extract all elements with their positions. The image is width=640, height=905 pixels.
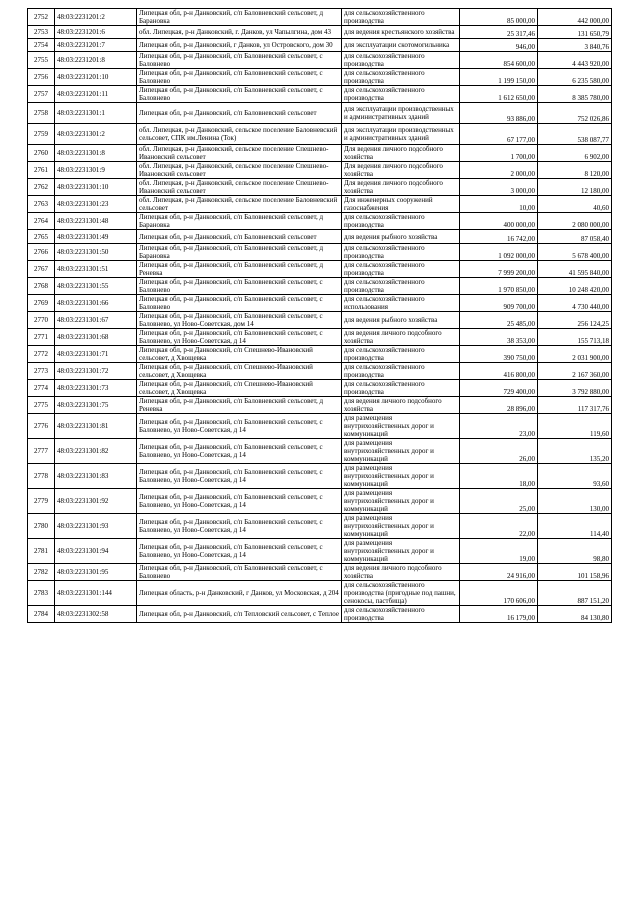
- address-cell: Липецкая область, р-н Данковский, г Данков, ул Московская, д 204: [137, 581, 342, 606]
- permitted-use-cell: для сельскохозяйственного производства: [342, 213, 460, 230]
- row-number-cell: 2781: [28, 539, 55, 564]
- row-number-cell: 2771: [28, 329, 55, 346]
- row-number-cell: 2779: [28, 489, 55, 514]
- row-number-cell: 2760: [28, 145, 55, 162]
- land-parcel-table: [27, 8, 612, 623]
- area-cell: 7 999 200,00: [460, 261, 538, 278]
- table-row: [28, 380, 612, 397]
- cadastral-value-cell: 3 792 880,00: [538, 380, 612, 397]
- cadastral-value-cell: 2 031 900,00: [538, 346, 612, 363]
- row-number-cell: 2752: [28, 9, 55, 26]
- permitted-use-cell: для размещения внутрихозяйственных дорог и коммуникаций: [342, 439, 460, 464]
- area-cell: 25,00: [460, 489, 538, 514]
- cadastral-value-cell: 3 840,76: [538, 39, 612, 52]
- table-row: [28, 539, 612, 564]
- row-number-cell: 2769: [28, 295, 55, 312]
- cadastral-number-cell: 48:03:2231301:55: [55, 278, 137, 295]
- cadastral-number-cell: 48:03:2231301:95: [55, 564, 137, 581]
- row-number-cell: 2766: [28, 244, 55, 261]
- table-row: [28, 564, 612, 581]
- permitted-use-cell: для размещения внутрихозяйственных дорог и коммуникаций: [342, 539, 460, 564]
- address-cell: Липецкая обл, р-н Данковский, с/п Баловневский сельсовет, с Баловнево: [137, 564, 342, 581]
- cadastral-value-cell: 6 235 580,00: [538, 69, 612, 86]
- area-cell: 1 970 850,00: [460, 278, 538, 295]
- area-cell: 93 886,00: [460, 103, 538, 124]
- row-number-cell: 2773: [28, 363, 55, 380]
- area-cell: 19,00: [460, 539, 538, 564]
- permitted-use-cell: для сельскохозяйственного производства: [342, 69, 460, 86]
- cadastral-value-cell: 752 026,86: [538, 103, 612, 124]
- address-cell: Липецкая обл, р-н Данковский, с/п Баловневский сельсовет, с Баловнево: [137, 69, 342, 86]
- cadastral-number-cell: 48:03:2231301:94: [55, 539, 137, 564]
- row-number-cell: 2764: [28, 213, 55, 230]
- area-cell: 23,00: [460, 414, 538, 439]
- cadastral-value-cell: 117 317,76: [538, 397, 612, 414]
- row-number-cell: 2763: [28, 196, 55, 213]
- area-cell: 25 317,46: [460, 26, 538, 39]
- cadastral-value-cell: 130,00: [538, 489, 612, 514]
- area-cell: 2 000,00: [460, 162, 538, 179]
- row-number-cell: 2755: [28, 52, 55, 69]
- cadastral-number-cell: 48:03:2231301:1: [55, 103, 137, 124]
- cadastral-number-cell: 48:03:2231301:82: [55, 439, 137, 464]
- cadastral-number-cell: 48:03:2231301:92: [55, 489, 137, 514]
- cadastral-value-cell: 114,40: [538, 514, 612, 539]
- address-cell: обл. Липецкая, р-н Данковский, сельское поселение Спешнево-Ивановский сельсовет: [137, 179, 342, 196]
- address-cell: Липецкая обл, р-н Данковский, с/п Баловневский сельсовет, с Баловнево, ул Ново-Советская, д 14: [137, 414, 342, 439]
- area-cell: 85 000,00: [460, 9, 538, 26]
- permitted-use-cell: для сельскохозяйственного производства: [342, 244, 460, 261]
- table-row: [28, 439, 612, 464]
- cadastral-value-cell: 98,80: [538, 539, 612, 564]
- cadastral-value-cell: 8 120,00: [538, 162, 612, 179]
- cadastral-value-cell: 87 058,40: [538, 230, 612, 244]
- area-cell: 25 485,00: [460, 312, 538, 329]
- cadastral-value-cell: 101 158,96: [538, 564, 612, 581]
- address-cell: Липецкая обл, р-н Данковский, с/п Спешнево-Ивановский сельсовет, д Хвощевка: [137, 380, 342, 397]
- cadastral-value-cell: 84 130,80: [538, 606, 612, 623]
- area-cell: 24 916,00: [460, 564, 538, 581]
- cadastral-value-cell: 93,60: [538, 464, 612, 489]
- table-row: [28, 414, 612, 439]
- area-cell: 909 700,00: [460, 295, 538, 312]
- table-row: [28, 230, 612, 244]
- permitted-use-cell: для сельскохозяйственного производства: [342, 346, 460, 363]
- row-number-cell: 2772: [28, 346, 55, 363]
- cadastral-number-cell: 48:03:2231301:10: [55, 179, 137, 196]
- cadastral-number-cell: 48:03:2231301:83: [55, 464, 137, 489]
- cadastral-number-cell: 48:03:2231301:67: [55, 312, 137, 329]
- address-cell: Липецкая обл, р-н Данковский, с/п Баловневский сельсовет, с Баловнево, ул Ново-Советская, д 14: [137, 489, 342, 514]
- cadastral-number-cell: 48:03:2231301:73: [55, 380, 137, 397]
- area-cell: 1 092 000,00: [460, 244, 538, 261]
- address-cell: Липецкая обл, р-н Данковский, с/п Баловневский сельсовет, с Баловнево: [137, 86, 342, 103]
- permitted-use-cell: для ведения личного подсобного хозяйства: [342, 329, 460, 346]
- cadastral-value-cell: 538 087,77: [538, 124, 612, 145]
- address-cell: Липецкая обл, р-н Данковский, с/п Баловневский сельсовет, д Барановка: [137, 9, 342, 26]
- row-number-cell: 2775: [28, 397, 55, 414]
- row-number-cell: 2783: [28, 581, 55, 606]
- cadastral-value-cell: 2 167 360,00: [538, 363, 612, 380]
- table-row: [28, 124, 612, 145]
- table-row: [28, 606, 612, 623]
- permitted-use-cell: для сельскохозяйственного производства: [342, 9, 460, 26]
- cadastral-number-cell: 48:03:2231301:49: [55, 230, 137, 244]
- table-row: [28, 213, 612, 230]
- table-row: [28, 69, 612, 86]
- cadastral-number-cell: 48:03:2231301:68: [55, 329, 137, 346]
- cadastral-value-cell: 119,60: [538, 414, 612, 439]
- permitted-use-cell: для размещения внутрихозяйственных дорог и коммуникаций: [342, 514, 460, 539]
- cadastral-number-cell: 48:03:2231301:8: [55, 145, 137, 162]
- permitted-use-cell: для сельскохозяйственного производства (пригодные под пашни, сенокосы, пастбища): [342, 581, 460, 606]
- cadastral-value-cell: 256 124,25: [538, 312, 612, 329]
- address-cell: Липецкая обл, р-н Данковский, с/п Баловневский сельсовет, с Баловнево: [137, 278, 342, 295]
- table-row: [28, 145, 612, 162]
- address-cell: Липецкая обл, р-н Данковский, с/п Баловневский сельсовет, с Баловнево: [137, 52, 342, 69]
- table-row: [28, 397, 612, 414]
- cadastral-number-cell: 48:03:2231201:7: [55, 39, 137, 52]
- address-cell: Липецкая обл, р-н Данковский, с/п Баловневский сельсовет, с Баловнево, ул Ново-Советская, д 14: [137, 539, 342, 564]
- area-cell: 400 000,00: [460, 213, 538, 230]
- table-row: [28, 363, 612, 380]
- cadastral-number-cell: 48:03:2231201:11: [55, 86, 137, 103]
- area-cell: 10,00: [460, 196, 538, 213]
- cadastral-value-cell: 8 385 780,00: [538, 86, 612, 103]
- permitted-use-cell: Для ведения личного подсобного хозяйства: [342, 145, 460, 162]
- permitted-use-cell: для сельскохозяйственного производства: [342, 261, 460, 278]
- row-number-cell: 2776: [28, 414, 55, 439]
- area-cell: 3 000,00: [460, 179, 538, 196]
- cadastral-number-cell: 48:03:2231201:6: [55, 26, 137, 39]
- cadastral-value-cell: 131 650,79: [538, 26, 612, 39]
- address-cell: Липецкая обл, р-н Данковский, с/п Спешнево-Ивановский сельсовет, д Хвощевка: [137, 363, 342, 380]
- area-cell: 28 896,00: [460, 397, 538, 414]
- table-row: [28, 514, 612, 539]
- table-row: [28, 86, 612, 103]
- area-cell: 854 600,00: [460, 52, 538, 69]
- row-number-cell: 2762: [28, 179, 55, 196]
- cadastral-value-cell: 6 902,00: [538, 145, 612, 162]
- cadastral-value-cell: 155 713,18: [538, 329, 612, 346]
- table-row: [28, 329, 612, 346]
- area-cell: 26,00: [460, 439, 538, 464]
- row-number-cell: 2782: [28, 564, 55, 581]
- cadastral-value-cell: 887 151,20: [538, 581, 612, 606]
- table-row: [28, 312, 612, 329]
- area-cell: 390 750,00: [460, 346, 538, 363]
- table-body: [28, 9, 612, 623]
- cadastral-value-cell: 12 180,00: [538, 179, 612, 196]
- table-row: [28, 278, 612, 295]
- cadastral-value-cell: 10 248 420,00: [538, 278, 612, 295]
- permitted-use-cell: для эксплуатации производственных и административных зданий: [342, 103, 460, 124]
- row-number-cell: 2774: [28, 380, 55, 397]
- row-number-cell: 2761: [28, 162, 55, 179]
- table-row: [28, 244, 612, 261]
- cadastral-value-cell: 135,20: [538, 439, 612, 464]
- cadastral-value-cell: 41 595 840,00: [538, 261, 612, 278]
- permitted-use-cell: для сельскохозяйственного производства: [342, 52, 460, 69]
- permitted-use-cell: Для инженерных сооружений газоснабжения: [342, 196, 460, 213]
- permitted-use-cell: Для ведения личного подсобного хозяйства: [342, 162, 460, 179]
- permitted-use-cell: для ведения рыбного хозяйства: [342, 312, 460, 329]
- table-row: [28, 489, 612, 514]
- address-cell: Липецкая обл, р-н Данковский, с/п Спешнево-Ивановский сельсовет, д Хвощевка: [137, 346, 342, 363]
- address-cell: Липецкая обл, р-н Данковский, с/п Баловневский сельсовет: [137, 103, 342, 124]
- permitted-use-cell: для сельскохозяйственного производства: [342, 86, 460, 103]
- permitted-use-cell: для ведения личного подсобного хозяйства: [342, 397, 460, 414]
- address-cell: Липецкая обл, р-н Данковский, с/п Баловневский сельсовет, д Реневка: [137, 261, 342, 278]
- permitted-use-cell: для сельскохозяйственного производства: [342, 606, 460, 623]
- cadastral-number-cell: 48:03:2231301:93: [55, 514, 137, 539]
- address-cell: Липецкая обл, р-н Данковский, с/п Баловневский сельсовет, с Баловнево, ул Ново-Советская, д 14: [137, 514, 342, 539]
- area-cell: 22,00: [460, 514, 538, 539]
- table-row: [28, 9, 612, 26]
- address-cell: Липецкая обл, р-н Данковский, с/п Баловневский сельсовет, с Баловнево, ул Ново-Советская, дом 14: [137, 312, 342, 329]
- cadastral-value-cell: 40,60: [538, 196, 612, 213]
- table-row: [28, 346, 612, 363]
- permitted-use-cell: Для ведения личного подсобного хозяйства: [342, 179, 460, 196]
- cadastral-value-cell: 4 443 920,00: [538, 52, 612, 69]
- permitted-use-cell: для размещения внутрихозяйственных дорог и коммуникаций: [342, 414, 460, 439]
- row-number-cell: 2767: [28, 261, 55, 278]
- permitted-use-cell: для размещения внутрихозяйственных дорог и коммуникаций: [342, 489, 460, 514]
- address-cell: Липецкая обл, р-н Данковский, с/п Баловневский сельсовет, с Баловнево, ул Ново-Советская, д 14: [137, 329, 342, 346]
- cadastral-number-cell: 48:03:2231301:144: [55, 581, 137, 606]
- area-cell: 18,00: [460, 464, 538, 489]
- address-cell: обл. Липецкая, р-н Данковский, сельское поселение Баловневский сельсовет, СПК им.Ленина (Ток): [137, 124, 342, 145]
- address-cell: обл. Липецкая, р-н Данковский, сельское поселение Баловневский сельсовет: [137, 196, 342, 213]
- area-cell: 67 177,00: [460, 124, 538, 145]
- cadastral-number-cell: 48:03:2231301:23: [55, 196, 137, 213]
- address-cell: Липецкая обл, р-н Данковский, с/п Баловневский сельсовет, с Баловнево: [137, 295, 342, 312]
- table-row: [28, 295, 612, 312]
- cadastral-number-cell: 48:03:2231201:2: [55, 9, 137, 26]
- row-number-cell: 2759: [28, 124, 55, 145]
- area-cell: 170 606,00: [460, 581, 538, 606]
- cadastral-number-cell: 48:03:2231201:10: [55, 69, 137, 86]
- row-number-cell: 2758: [28, 103, 55, 124]
- permitted-use-cell: для размещения внутрихозяйственных дорог и коммуникаций: [342, 464, 460, 489]
- permitted-use-cell: для сельскохозяйственного использования: [342, 295, 460, 312]
- table-row: [28, 103, 612, 124]
- address-cell: Липецкая обл, р-н Данковский, с/п Баловневский сельсовет, д Реневка: [137, 397, 342, 414]
- cadastral-number-cell: 48:03:2231301:75: [55, 397, 137, 414]
- address-cell: Липецкая обл, р-н Данковский, с/п Баловневский сельсовет, д Барановка: [137, 213, 342, 230]
- permitted-use-cell: для ведения личного подсобного хозяйства: [342, 564, 460, 581]
- table-row: [28, 179, 612, 196]
- row-number-cell: 2777: [28, 439, 55, 464]
- row-number-cell: 2754: [28, 39, 55, 52]
- area-cell: 416 800,00: [460, 363, 538, 380]
- area-cell: 1 700,00: [460, 145, 538, 162]
- cadastral-value-cell: 442 000,00: [538, 9, 612, 26]
- row-number-cell: 2768: [28, 278, 55, 295]
- cadastral-number-cell: 48:03:2231201:8: [55, 52, 137, 69]
- row-number-cell: 2770: [28, 312, 55, 329]
- cadastral-number-cell: 48:03:2231301:51: [55, 261, 137, 278]
- address-cell: Липецкая обл, р-н Данковский, с/п Тепловский сельсовет, с Теплое: [137, 606, 342, 623]
- area-cell: 1 612 650,00: [460, 86, 538, 103]
- table-row: [28, 261, 612, 278]
- address-cell: обл. Липецкая, р-н Данковский, г. Данков, ул Чапылгина, дом 43: [137, 26, 342, 39]
- row-number-cell: 2757: [28, 86, 55, 103]
- address-cell: обл. Липецкая, р-н Данковский, сельское поселение Спешнево-Ивановский сельсовет: [137, 162, 342, 179]
- table-row: [28, 581, 612, 606]
- row-number-cell: 2778: [28, 464, 55, 489]
- address-cell: обл. Липецкая, р-н Данковский, сельское поселение Спешнево-Ивановский сельсовет: [137, 145, 342, 162]
- cadastral-number-cell: 48:03:2231301:50: [55, 244, 137, 261]
- cadastral-number-cell: 48:03:2231301:71: [55, 346, 137, 363]
- cadastral-number-cell: 48:03:2231301:9: [55, 162, 137, 179]
- permitted-use-cell: для эксплуатации производственных и административных зданий: [342, 124, 460, 145]
- row-number-cell: 2753: [28, 26, 55, 39]
- area-cell: 729 400,00: [460, 380, 538, 397]
- table-row: [28, 39, 612, 52]
- table-row: [28, 26, 612, 39]
- address-cell: Липецкая обл, р-н Данковский, с/п Баловневский сельсовет, с Баловнево, ул Ново-Советская, д 14: [137, 464, 342, 489]
- cadastral-number-cell: 48:03:2231301:2: [55, 124, 137, 145]
- permitted-use-cell: для ведения крестьянского хозяйства: [342, 26, 460, 39]
- cadastral-number-cell: 48:03:2231302:58: [55, 606, 137, 623]
- area-cell: 38 353,00: [460, 329, 538, 346]
- cadastral-value-cell: 2 080 000,00: [538, 213, 612, 230]
- permitted-use-cell: для сельскохозяйственного производства: [342, 278, 460, 295]
- row-number-cell: 2780: [28, 514, 55, 539]
- cadastral-value-cell: 5 678 400,00: [538, 244, 612, 261]
- address-cell: Липецкая обл, р-н Данковский, г Данков, ул Островского, дом 30: [137, 39, 342, 52]
- row-number-cell: 2756: [28, 69, 55, 86]
- area-cell: 946,00: [460, 39, 538, 52]
- row-number-cell: 2784: [28, 606, 55, 623]
- permitted-use-cell: для ведения рыбного хозяйства: [342, 230, 460, 244]
- cadastral-number-cell: 48:03:2231301:72: [55, 363, 137, 380]
- cadastral-value-cell: 4 730 440,00: [538, 295, 612, 312]
- cadastral-number-cell: 48:03:2231301:66: [55, 295, 137, 312]
- cadastral-number-cell: 48:03:2231301:48: [55, 213, 137, 230]
- permitted-use-cell: для эксплуатации скотомогильника: [342, 39, 460, 52]
- address-cell: Липецкая обл, р-н Данковский, с/п Баловневский сельсовет, с Баловнево, ул Ново-Советская, д 14: [137, 439, 342, 464]
- cadastral-number-cell: 48:03:2231301:81: [55, 414, 137, 439]
- table-row: [28, 52, 612, 69]
- address-cell: Липецкая обл, р-н Данковский, с/п Баловневский сельсовет, д Барановка: [137, 244, 342, 261]
- address-cell: Липецкая обл, р-н Данковский, с/п Баловневский сельсовет: [137, 230, 342, 244]
- table-row: [28, 196, 612, 213]
- area-cell: 16 179,00: [460, 606, 538, 623]
- table-row: [28, 162, 612, 179]
- row-number-cell: 2765: [28, 230, 55, 244]
- area-cell: 1 199 150,00: [460, 69, 538, 86]
- area-cell: 16 742,00: [460, 230, 538, 244]
- permitted-use-cell: для сельскохозяйственного производства: [342, 363, 460, 380]
- table-row: [28, 464, 612, 489]
- permitted-use-cell: для сельскохозяйственного производства: [342, 380, 460, 397]
